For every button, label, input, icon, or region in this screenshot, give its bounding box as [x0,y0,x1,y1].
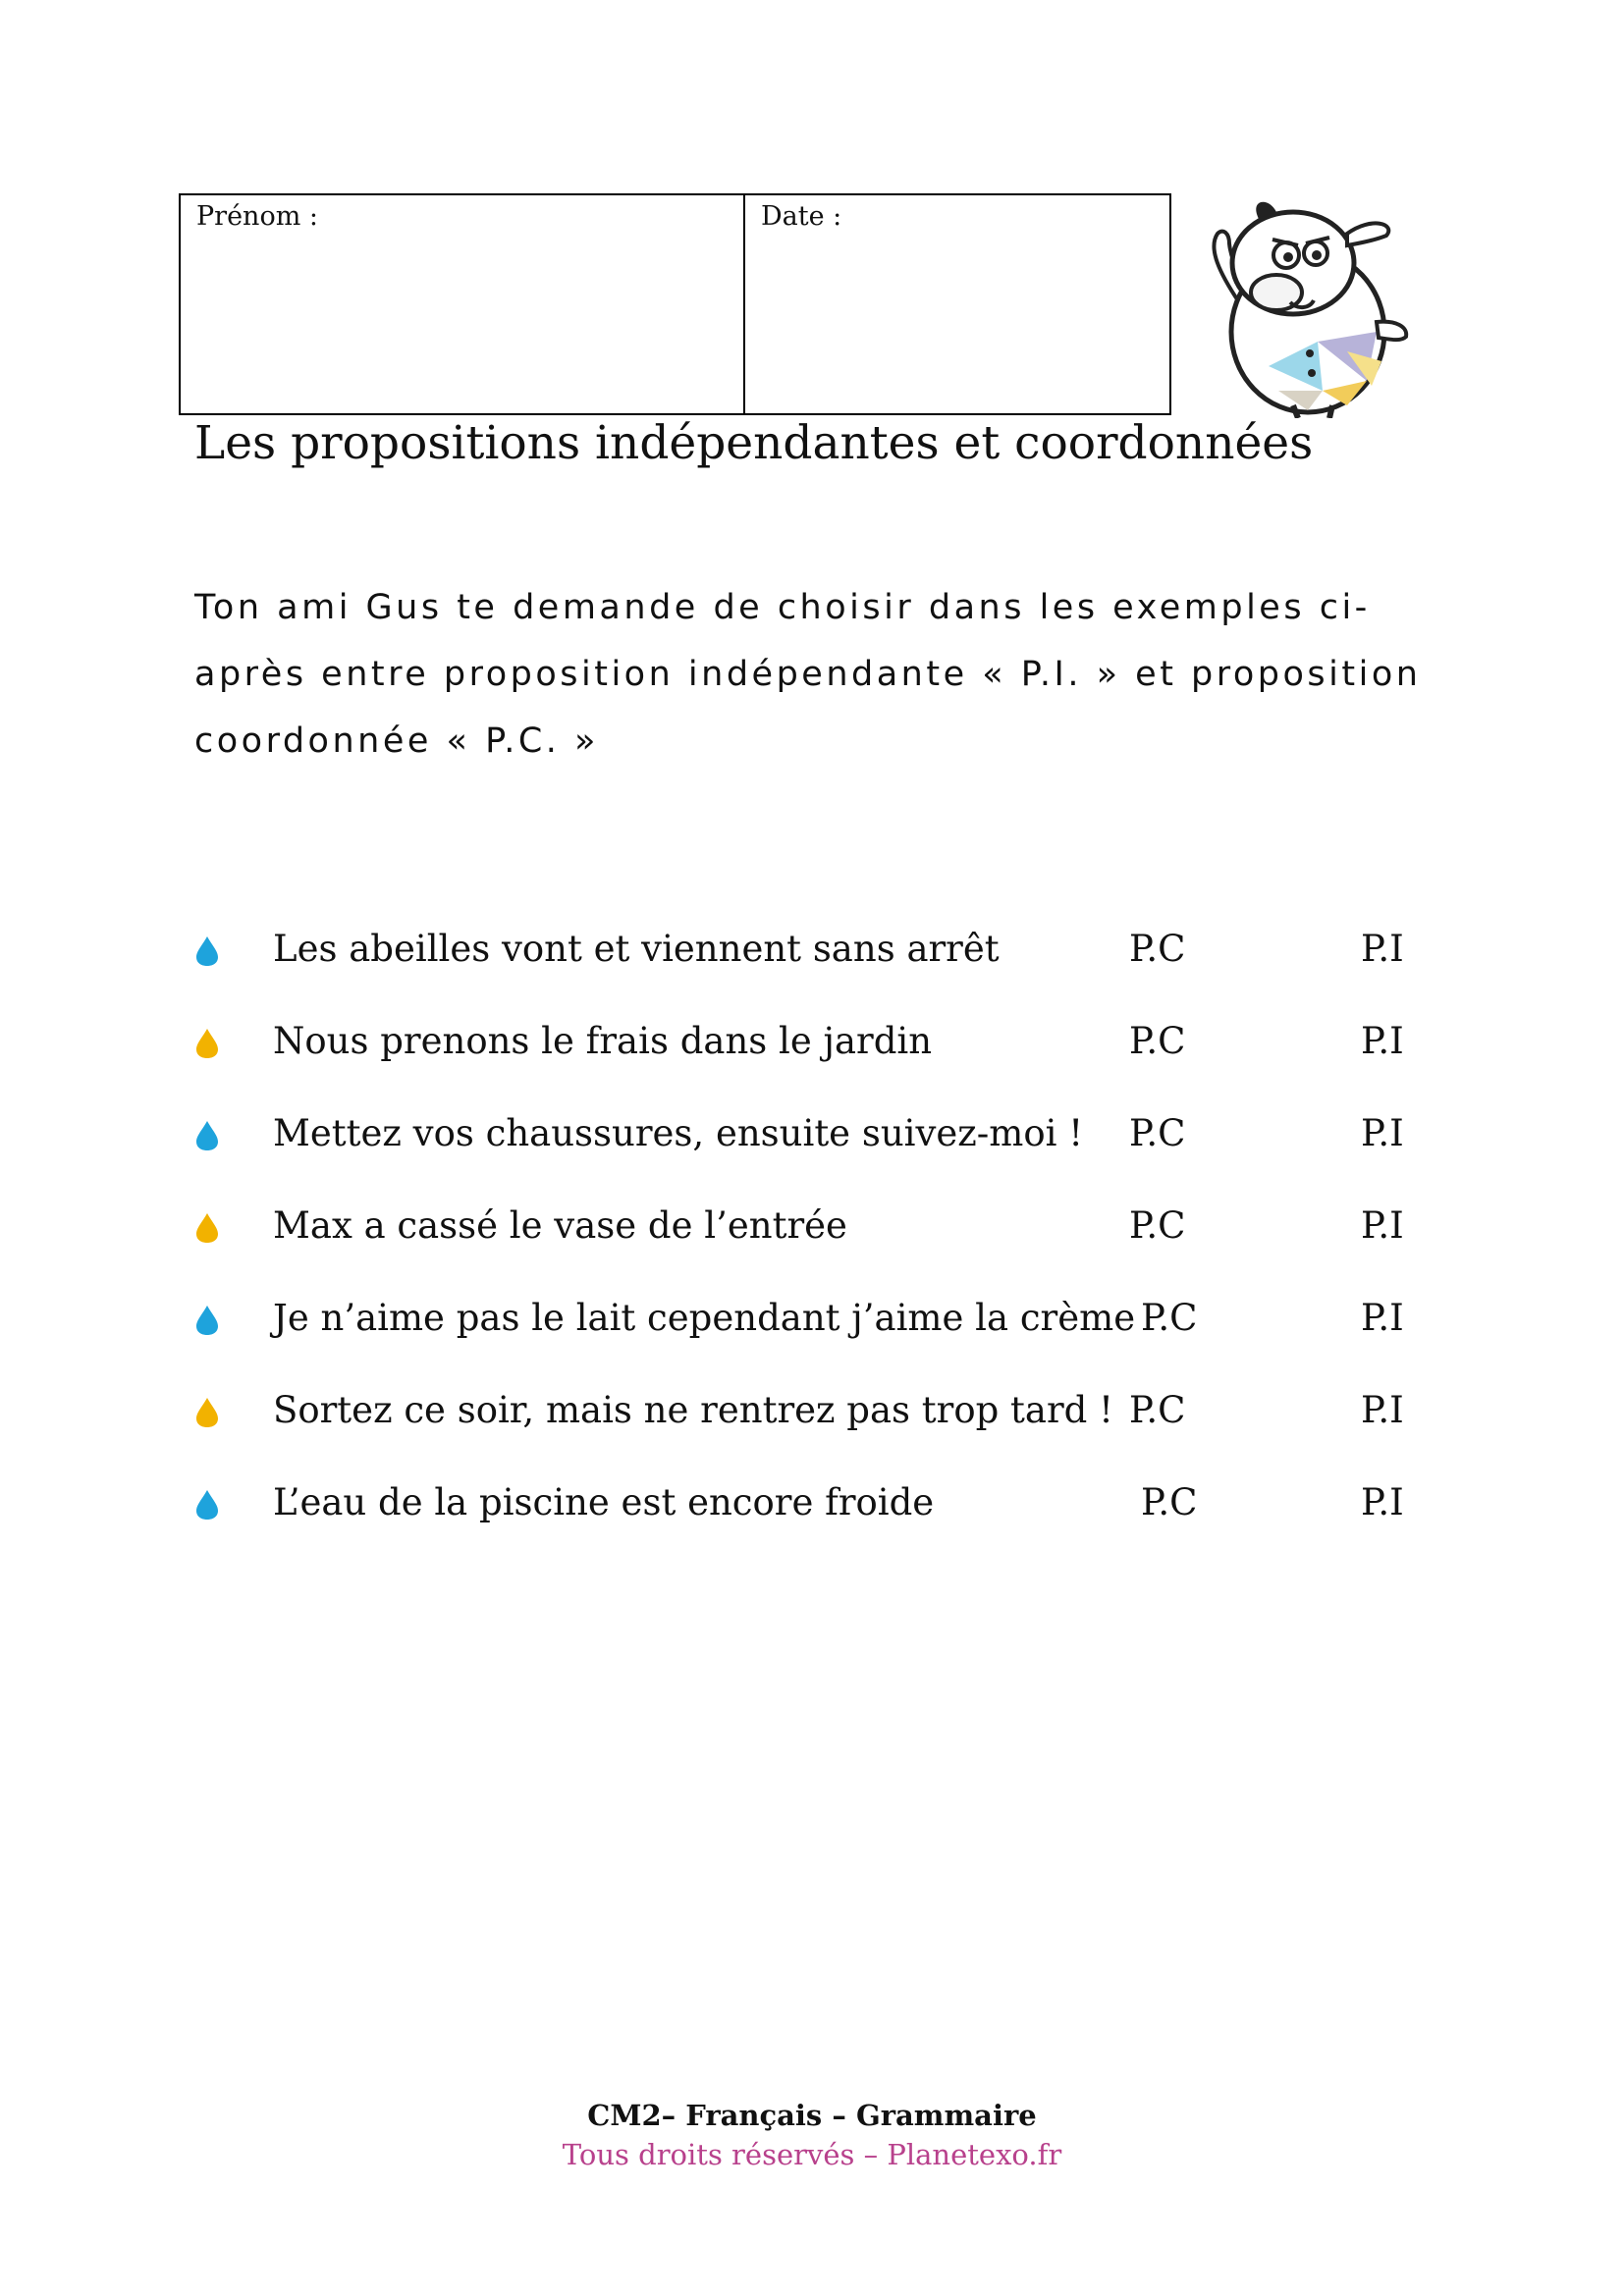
sheep-mascot-icon [1200,194,1414,418]
instructions-text: Ton ami Gus te demande de choisir dans les exemples ci-après entre proposition indépendante « P.I. » et proposition coordonnée « P.C. » [194,588,1422,761]
option-pc[interactable]: P.C [1129,1204,1186,1247]
option-pi[interactable]: P.I [1361,1297,1404,1339]
exercise-item [0,1106,1624,1165]
date-label: Date : [761,201,842,232]
water-drop-icon [194,1028,220,1059]
water-drop-icon [194,1212,220,1244]
option-pi[interactable]: P.I [1361,1389,1404,1431]
worksheet-title: Les propositions indépendantes et coordonnées [194,416,1314,470]
option-pc[interactable]: P.C [1141,1297,1198,1339]
exercise-item [0,1199,1624,1257]
footer-subject: CM2– Français – Grammaire [587,2099,1037,2132]
option-pc[interactable]: P.C [1129,1389,1186,1431]
option-pi[interactable]: P.I [1361,1481,1404,1523]
exercise-item [0,1475,1624,1534]
water-drop-icon [194,935,220,967]
prenom-field[interactable] [181,195,745,413]
option-pi[interactable]: P.I [1361,1204,1404,1247]
option-pc[interactable]: P.C [1129,1112,1186,1154]
exercise-sentence: Mettez vos chaussures, ensuite suivez-moi ! [273,1112,1084,1154]
water-drop-icon [194,1397,220,1428]
option-pi[interactable]: P.I [1361,1020,1404,1062]
water-drop-icon [194,1120,220,1151]
prenom-label: Prénom : [196,201,318,232]
exercise-item [0,922,1624,981]
exercise-item [0,1291,1624,1350]
water-drop-icon [194,1489,220,1521]
exercise-sentence: L’eau de la piscine est encore froide [273,1481,935,1523]
option-pc[interactable]: P.C [1129,928,1186,970]
exercise-sentence: Les abeilles vont et viennent sans arrêt [273,928,1000,970]
name-date-box [179,193,1171,415]
exercise-sentence: Sortez ce soir, mais ne rentrez pas trop tard ! [273,1389,1113,1431]
option-pc[interactable]: P.C [1141,1481,1198,1523]
option-pi[interactable]: P.I [1361,928,1404,970]
exercise-item [0,1014,1624,1073]
exercise-sentence: Nous prenons le frais dans le jardin [273,1020,933,1062]
option-pc[interactable]: P.C [1129,1020,1186,1062]
option-pi[interactable]: P.I [1361,1112,1404,1154]
water-drop-icon [194,1305,220,1336]
exercise-sentence: Max a cassé le vase de l’entrée [273,1204,847,1247]
footer-rights[interactable]: Tous droits réservés – Planetexo.fr [562,2138,1062,2171]
exercise-item [0,1383,1624,1442]
date-field[interactable] [745,195,1169,413]
exercise-sentence: Je n’aime pas le lait cependant j’aime la crème [273,1297,1136,1339]
